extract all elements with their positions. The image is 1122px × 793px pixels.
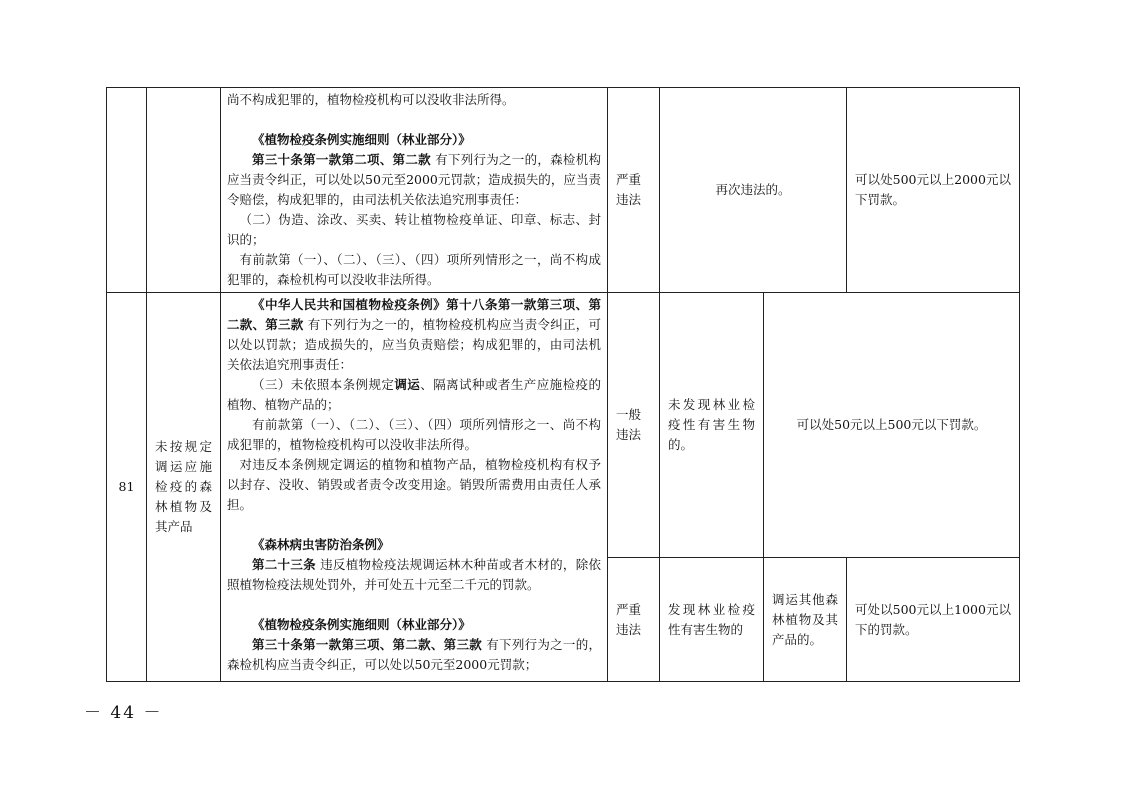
circumstance-text: 发现林业检疫性有害生物的 [668,601,755,637]
legal-paragraph [227,555,601,595]
article-reference: 第三十条第一款第二项、第二款 [252,152,431,167]
legal-paragraph [227,595,601,615]
article-reference: 《中华人民共和国植物检疫条例》第十八条第一款第三项、第二款、第三款 [227,297,601,332]
legal-basis-cell [221,293,608,682]
penalty-cell [764,293,1020,558]
severity-cell [608,293,660,558]
page-number: － 44 － [84,703,163,723]
legal-paragraph [227,515,601,535]
article-text: 违反植物检疫法规调运林木种苗或者木材的，除依照植物检疫法规处罚外，并可处五十元至二千元的罚款。 [227,557,601,592]
clause-text: （三）未依照本条例规定 [252,377,395,392]
penalty-text: 可以处500元以上2000元以下罚款。 [855,172,1012,207]
legal-basis-cell [221,88,608,293]
article-reference: 第三十条第一款第三项、第二款、第三款 [252,637,483,652]
article-text: 有下列行为之一的，森检机构应当责令纠正，可以处以50元至2000元罚款； [227,637,601,672]
penalty-cell [847,558,1020,682]
legal-paragraph: 有前款第（一）、（二）、（三）、（四）项所列情形之一、尚不构成犯罪的，植物检疫机构可以没收非法所得。 [227,417,601,452]
clause-text: 、隔离试种或者生产应施检疫的植物、植物产品的； [227,377,601,412]
article-reference: 第二十三条 [252,557,316,572]
item-text: 未按规定调运应施检疫的森林植物及其产品 [155,439,212,534]
circumstance-text: 未发现林业检疫性有害生物的。 [668,397,755,452]
legal-paragraph [227,375,601,415]
sub-circumstance-cell [764,558,847,682]
legal-paragraph [227,295,601,375]
legal-paragraph: 有前款第（一）、（二）、（三）、（四）项所列情形之一，尚不构成犯罪的，森检机构可以没收非法所得。 [227,252,601,287]
penalty-table [106,87,1020,682]
circumstance-text: 再次违法的。 [715,182,791,197]
sub-circumstance-text: 调运其他森林植物及其产品的。 [772,591,839,647]
penalty-cell [847,88,1020,293]
legal-paragraph: 《植物检疫条例实施细则（林业部分）》 [252,617,471,632]
legal-paragraph: 对违反本条例规定调运的植物和植物产品，植物检疫机构有权予以封存、没收、销毁或者责令改变用途。销毁所需费用由责任人承担。 [227,457,601,512]
article-text: 有下列行为之一的，植物检疫机构应当责令纠正，可以处以罚款；造成损失的，应当负责赔偿；构成犯罪的，由司法机关依法追究刑事责任： [227,317,601,372]
clause-emphasis: 调运 [394,377,421,392]
number-cell [107,88,147,293]
table-row [107,88,1020,293]
row-number: 81 [118,479,135,494]
legal-paragraph: 《植物检疫条例实施细则（林业部分）》 [252,132,471,147]
legal-paragraph [227,150,601,210]
circumstance-cell [660,88,847,293]
severity-cell [608,88,660,293]
severity-label: 严重违法 [616,601,642,637]
legal-paragraph: 尚不构成犯罪的，植物检疫机构可以没收非法所得。 [227,92,515,107]
penalty-text: 可处以500元以上1000元以下的罚款。 [855,601,1012,637]
number-cell [107,293,147,682]
legal-paragraph: 《森林病虫害防治条例》 [252,537,390,552]
severity-label: 严重违法 [616,172,642,207]
circumstance-cell [660,558,764,682]
article-text: 有下列行为之一的，森检机构应当责令纠正，可以处以50元至2000元罚款；造成损失的，应当责令赔偿，构成犯罪的，由司法机关依法追究刑事责任： [227,152,601,207]
table-row [107,293,1020,558]
item-cell [147,88,221,293]
severity-cell [608,558,660,682]
legal-paragraph [227,110,601,130]
item-cell [147,293,221,682]
legal-paragraph: （二）伪造、涂改、买卖、转让植物检疫单证、印章、标志、封识的； [227,212,601,247]
legal-paragraph [227,635,601,675]
penalty-text: 可以处50元以上500元以下罚款。 [796,417,987,432]
severity-label: 一般违法 [616,407,642,442]
circumstance-cell [660,293,764,558]
